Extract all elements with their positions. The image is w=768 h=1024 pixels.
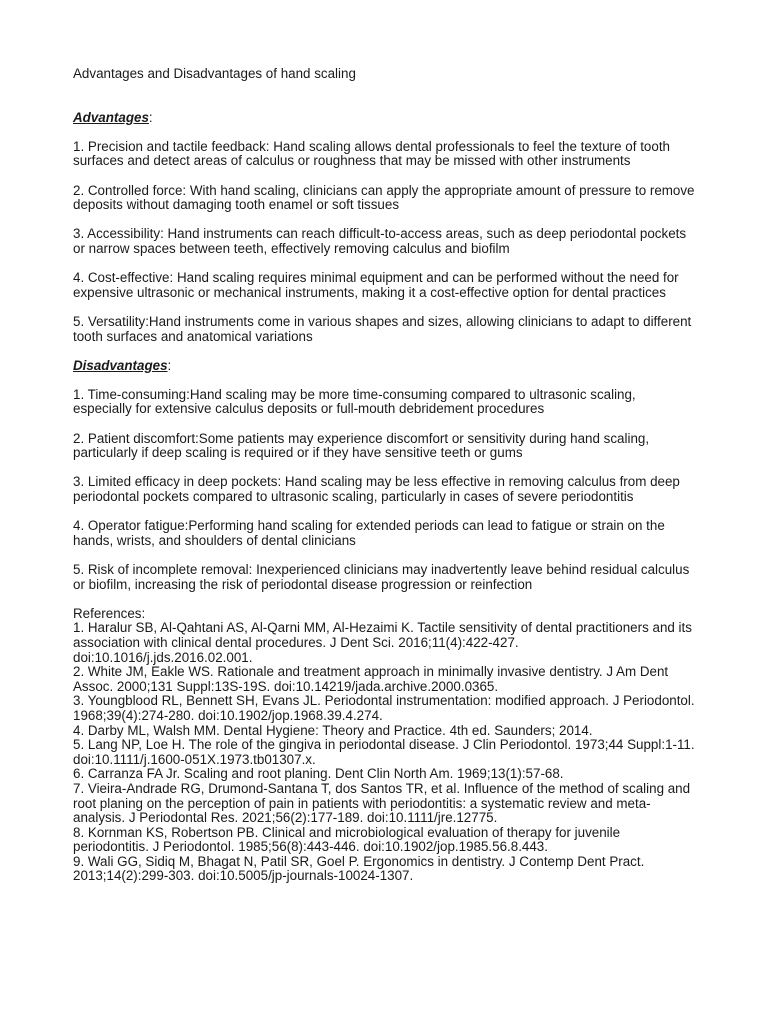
- advantage-item: 1. Precision and tactile feedback: Hand scaling allows dental professionals to feel the texture of tooth surfaces and detect areas of calculus or roughness that may be missed with other instruments: [73, 138, 670, 169]
- advantages-heading: [73, 111, 698, 126]
- advantage-item: 5. Versatility:Hand instruments come in various shapes and sizes, allowing clinicians to adapt to different tooth surfaces and anatomical variations: [73, 313, 692, 344]
- reference-item: 8. Kornman KS, Robertson PB. Clinical and microbiological evaluation of therapy for juvenile periodontitis. J Periodontol. 1985;56(8):443-446. doi:10.1902/jop.1985.56.8.443.: [73, 824, 621, 855]
- disadvantage-item: 1. Time-consuming:Hand scaling may be more time-consuming compared to ultrasonic scaling, especially for extensive calculus deposits or full-mouth debridement procedures: [73, 386, 636, 417]
- disadvantage-item: 4. Operator fatigue:Performing hand scaling for extended periods can lead to fatigue or strain on the hands, wrists, and shoulders of dental clinicians: [73, 518, 665, 548]
- reference-item: 1. Haralur SB, Al-Qahtani AS, Al-Qarni MM, Al-Hezaimi K. Tactile sensitivity of dental practitioners and its association with clinical dental procedures. J Dent Sci. 2016;11(4):422-427. doi:10.1016/j.jds.2016.02.001.: [73, 620, 692, 665]
- disadvantage-item: 3. Limited efficacy in deep pockets: Hand scaling may be less effective in removing calculus from deep periodontal pockets compared to ultrasonic scaling, particularly in cases of severe periodontitis: [73, 474, 680, 505]
- disadvantages-section: [73, 359, 698, 593]
- disadvantage-item: 2. Patient discomfort:Some patients may experience discomfort or sensitivity during hand scaling, particularly if deep scaling is required or if they have sensitive teeth or gums: [73, 430, 650, 461]
- advantages-heading-suffix: :: [148, 109, 153, 125]
- advantage-item: 2. Controlled force: With hand scaling, clinicians can apply the appropriate amount of pressure to remove deposits without damaging tooth enamel or soft tissues: [73, 182, 695, 213]
- reference-item: 7. Vieira-Andrade RG, Drumond-Santana T, dos Santos TR, et al. Influence of the method of scaling and root planing on the perception of pain in patients with periodontitis: a systematic review and meta-analysis. J Periodontal Res. 2021;56(2):177-189. doi:10.1111/jre.12775.: [73, 780, 691, 826]
- document-title: Advantages and Disadvantages of hand scaling: [73, 66, 356, 81]
- reference-item: 5. Lang NP, Loe H. The role of the gingiva in periodontal disease. J Clin Periodontol. 1973;44 Suppl:1-11. doi:10.1111/j.1600-051X.1973.tb01307.x.: [73, 737, 695, 767]
- reference-item: 3. Youngblood RL, Bennett SH, Evans JL. Periodontal instrumentation: modified approach. J Periodontol. 1968;39(4):274-280. doi:10.1902/jop.1968.39.4.274.: [73, 693, 695, 723]
- reference-item: 4. Darby ML, Walsh MM. Dental Hygiene: Theory and Practice. 4th ed. Saunders; 2014.: [73, 722, 593, 738]
- references-label: References:: [73, 605, 146, 621]
- disadvantage-item: 5. Risk of incomplete removal: Inexperienced clinicians may inadvertently leave behind residual calculus or biofilm, increasing the risk of periodontal disease progression or reinfection: [73, 562, 690, 592]
- reference-item: 2. White JM, Eakle WS. Rationale and treatment approach in minimally invasive dentistry. J Am Dent Assoc. 2000;131 Suppl:13S-19S. doi:10.14219/jada.archive.2000.0365.: [73, 664, 669, 694]
- document-page: [73, 67, 698, 884]
- disadvantages-heading-text: Disadvantages: [73, 357, 168, 373]
- advantage-item: 3. Accessibility: Hand instruments can reach difficult-to-access areas, such as deep periodontal pockets or narrow spaces between teeth, effectively removing calculus and biofilm: [73, 226, 687, 256]
- reference-item: 6. Carranza FA Jr. Scaling and root planing. Dent Clin North Am. 1969;13(1):57-68.: [73, 766, 564, 782]
- reference-item: 9. Wali GG, Sidiq M, Bhagat N, Patil SR, Goel P. Ergonomics in dentistry. J Contemp Dent Pract. 2013;14(2):299-303. doi:10.5005/jp-journals-10024-1307.: [73, 853, 645, 884]
- advantages-section: [73, 111, 698, 345]
- disadvantages-heading: [73, 359, 698, 374]
- advantages-heading-text: Advantages: [73, 109, 149, 125]
- disadvantages-heading-suffix: :: [167, 357, 172, 373]
- advantage-item: 4. Cost-effective: Hand scaling requires minimal equipment and can be performed without the need for expensive ultrasonic or mechanical instruments, making it a cost-effective option for dental practices: [73, 270, 679, 300]
- references-section: [73, 607, 698, 884]
